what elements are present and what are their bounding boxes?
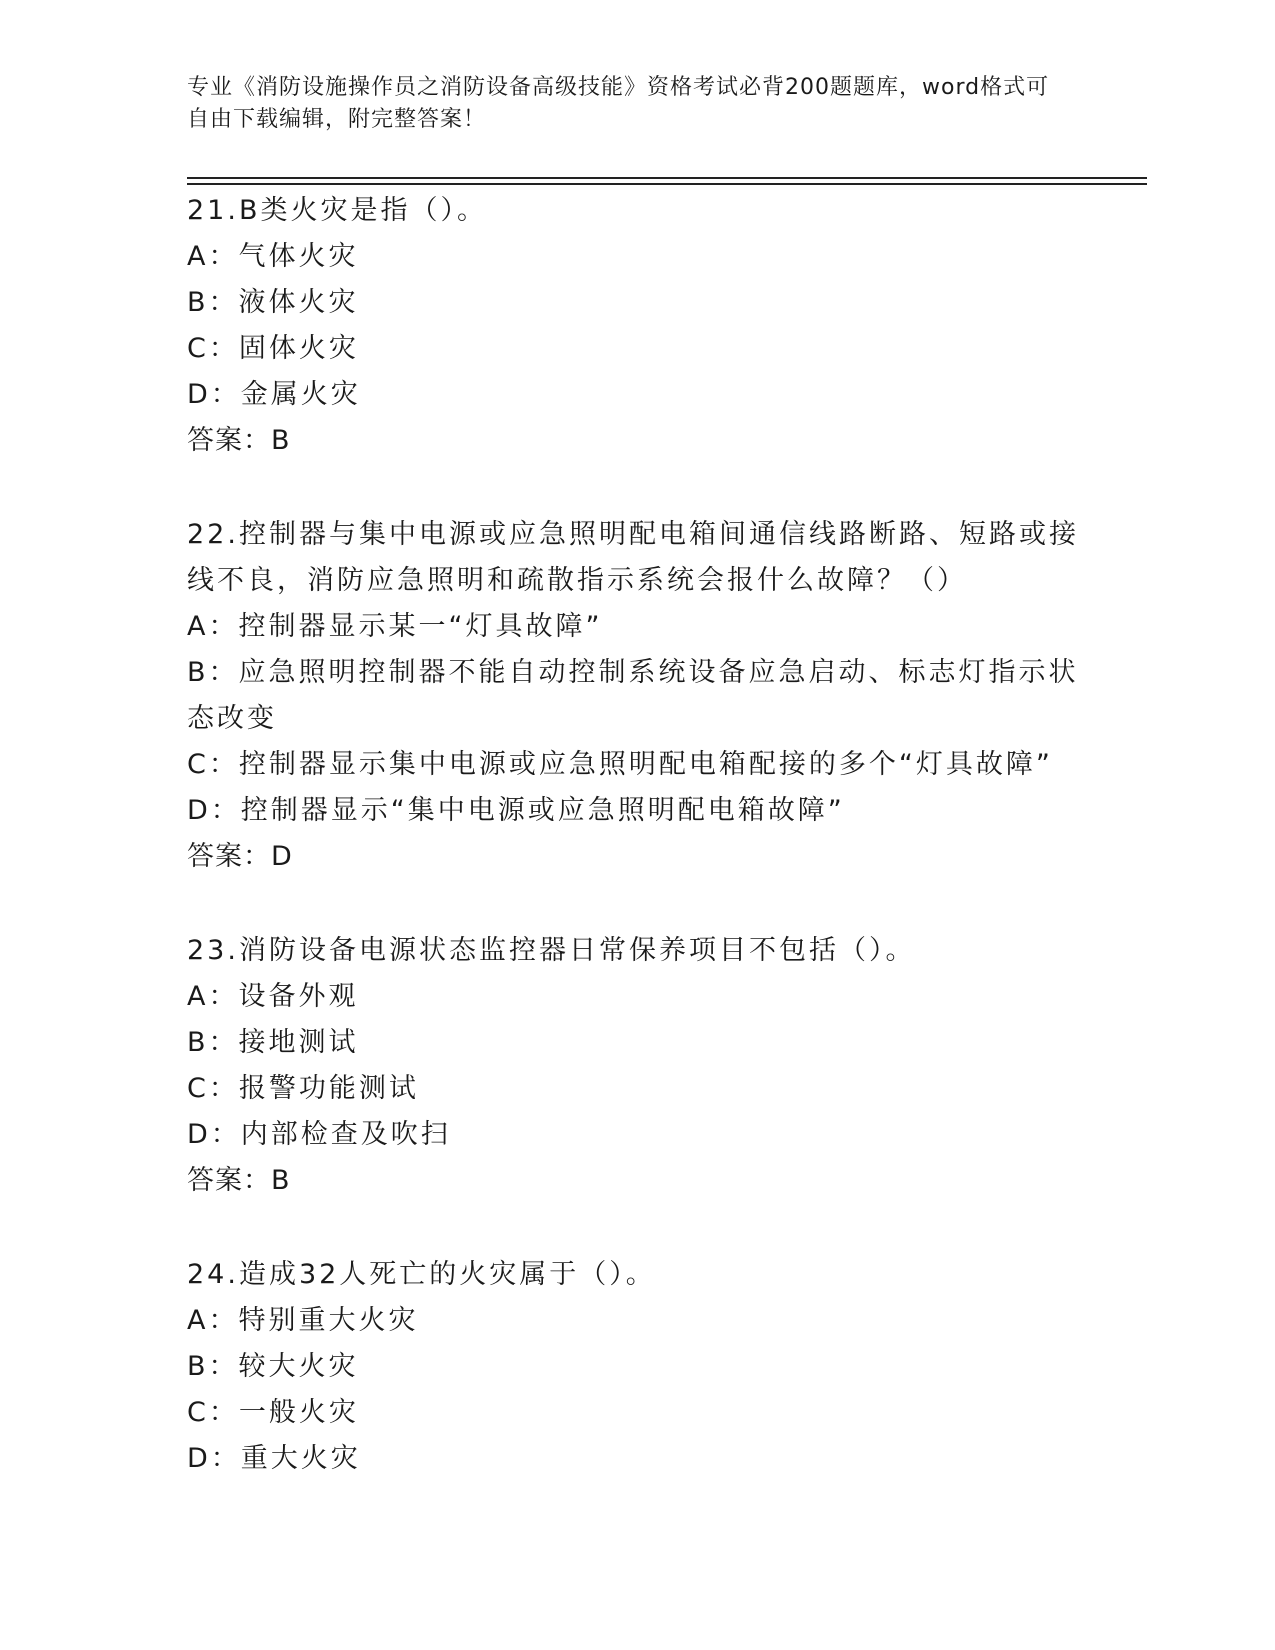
question-22 — [187, 512, 1087, 880]
option-b: B：液体火灾 — [187, 287, 359, 318]
option-a: A：特别重大火灾 — [187, 1305, 419, 1336]
header-divider-bottom — [187, 183, 1147, 185]
question-stem: 22.控制器与集中电源或应急照明配电箱间通信线路断路、短路或接线不良，消防应急照明和疏散指示系统会报什么故障？（） — [187, 519, 1079, 596]
option-c: C：报警功能测试 — [187, 1073, 419, 1104]
document-header: 专业《消防设施操作员之消防设备高级技能》资格考试必背200题题库，word格式可自由下载编辑，附完整答案！ — [187, 75, 1050, 132]
option-a: A：控制器显示某一“灯具故障” — [187, 611, 603, 642]
option-d: D：金属火灾 — [187, 379, 361, 410]
option-c: C：一般火灾 — [187, 1397, 359, 1428]
header-divider-top — [187, 177, 1147, 179]
option-d: D：控制器显示“集中电源或应急照明配电箱故障” — [187, 795, 845, 826]
question-23 — [187, 928, 1087, 1204]
question-stem: 21.B类火灾是指（）。 — [187, 195, 487, 226]
option-c: C：控制器显示集中电源或应急照明配电箱配接的多个“灯具故障” — [187, 749, 1053, 780]
answer-value: B — [271, 425, 291, 456]
option-a: A：设备外观 — [187, 981, 359, 1012]
answer-label: 答案： — [187, 1165, 271, 1196]
answer-line — [187, 834, 1087, 880]
question-24 — [187, 1252, 1087, 1482]
option-a: A：气体火灾 — [187, 241, 359, 272]
answer-value: B — [271, 1165, 291, 1196]
option-b: B：接地测试 — [187, 1027, 359, 1058]
answer-value: D — [271, 841, 293, 872]
answer-label: 答案： — [187, 841, 271, 872]
question-list — [187, 188, 1087, 1530]
option-c: C：固体火灾 — [187, 333, 359, 364]
answer-label: 答案： — [187, 425, 271, 456]
option-b: B：应急照明控制器不能自动控制系统设备应急启动、标志灯指示状态改变 — [187, 657, 1079, 734]
option-d: D：重大火灾 — [187, 1443, 361, 1474]
answer-line — [187, 1158, 1087, 1204]
question-stem: 23.消防设备电源状态监控器日常保养项目不包括（）。 — [187, 935, 916, 966]
question-21 — [187, 188, 1087, 464]
option-d: D：内部检查及吹扫 — [187, 1119, 451, 1150]
option-b: B：较大火灾 — [187, 1351, 359, 1382]
answer-line — [187, 418, 1087, 464]
question-stem: 24.造成32人死亡的火灾属于（）。 — [187, 1259, 656, 1290]
